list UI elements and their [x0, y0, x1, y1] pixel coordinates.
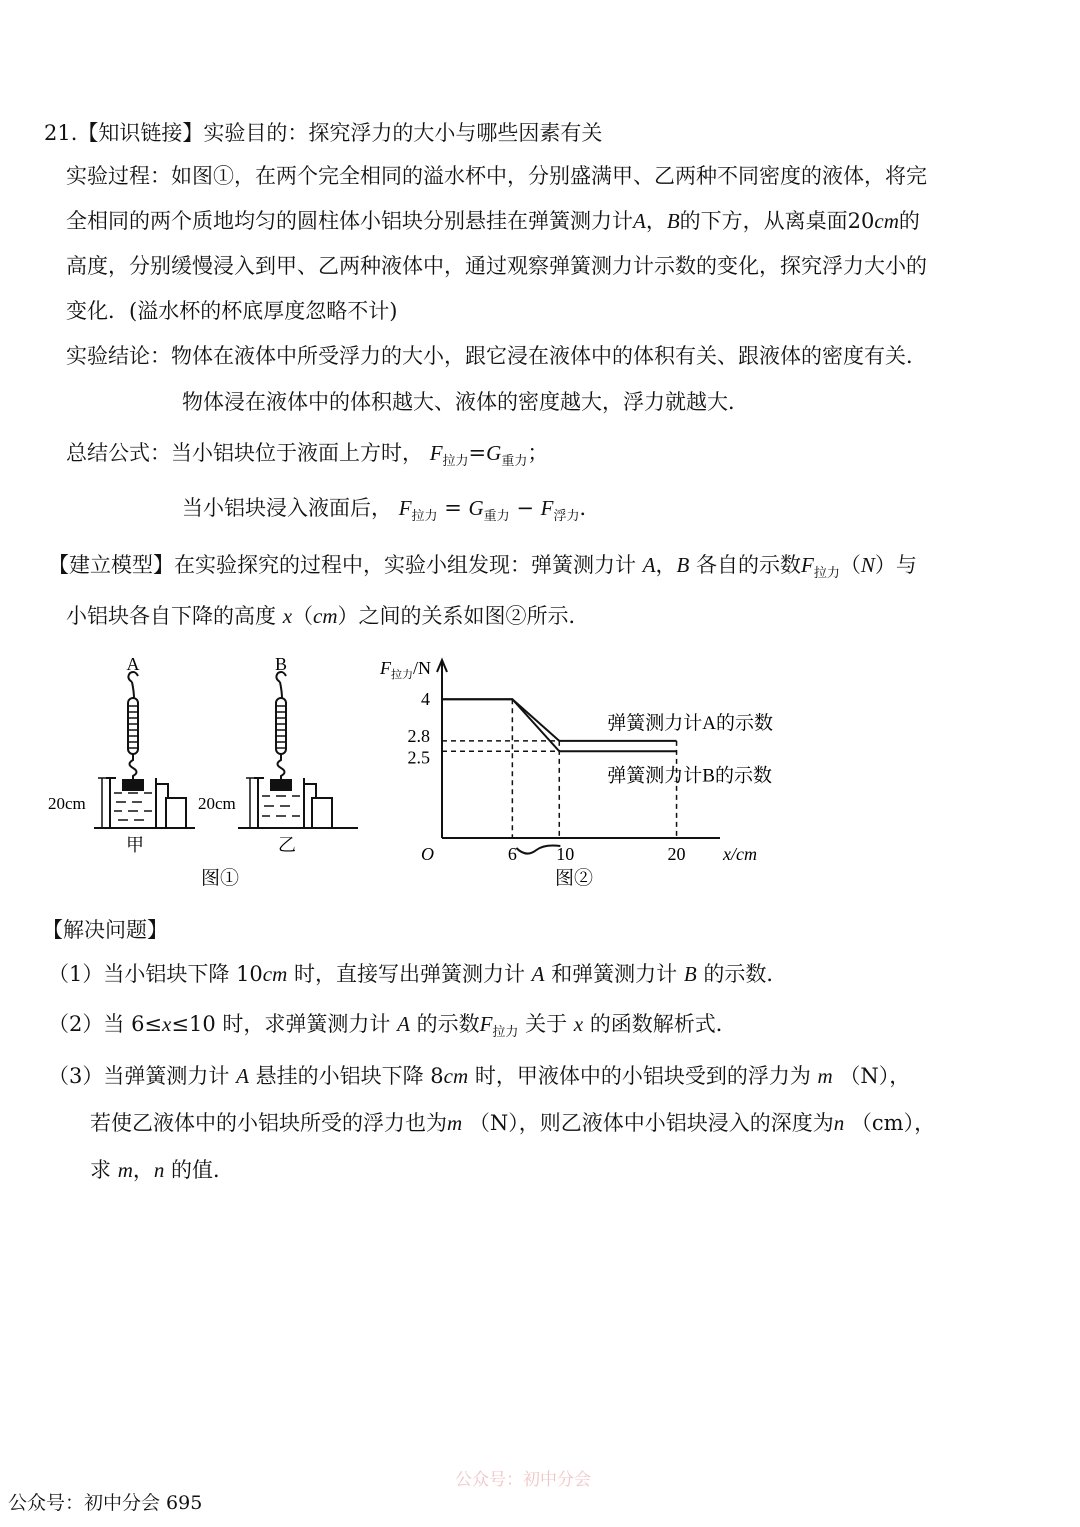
var-A: A [397, 1012, 410, 1036]
var-F: F [398, 496, 412, 520]
question-3-line-1 [48, 1064, 910, 1088]
var-x: x [282, 604, 293, 628]
height-label-left: 20cm [48, 794, 86, 813]
var-x: x [573, 1012, 584, 1036]
x-axis-label: x/cm [723, 844, 757, 864]
x-tick-label: 6 [507, 844, 517, 864]
model-bracket: 【建立模型】 [48, 553, 174, 577]
footer-source: 公众号：初中分会 695 [8, 1492, 203, 1514]
minus: − [509, 496, 541, 520]
q-number: 10 [236, 962, 263, 986]
label-A: A [126, 654, 140, 674]
var-F: F [801, 553, 814, 577]
paren-close: ） [874, 553, 896, 577]
q-text: 求 [90, 1158, 111, 1182]
period: ． [579, 496, 601, 520]
q-range: 6≤ [131, 1012, 163, 1036]
var-m: m [817, 1064, 833, 1088]
formula-line-1 [66, 441, 548, 469]
series-label-B: 弹簧测力计B的示数 [607, 765, 772, 787]
var-F: F [429, 441, 443, 465]
paren-open: （ [292, 604, 314, 628]
var-B: B [683, 962, 697, 986]
q-unit: cm [262, 962, 288, 986]
q-text: 悬挂的小铝块下降 [255, 1064, 424, 1088]
process-text: 全相同的两个质地均匀的圆柱体小铝块分别悬挂在弹簧测力计 [66, 209, 633, 233]
series-label-A: 弹簧测力计A的示数 [607, 712, 774, 734]
q-number: 8 [430, 1064, 444, 1088]
var-n: n [833, 1111, 845, 1135]
conclusion-line-1: 实验结论：物体在液体中所受浮力的大小，跟它浸在液体中的体积有关、跟液体的密度有关． [66, 344, 927, 368]
subscript-weight: 重力 [483, 509, 510, 524]
subscript-pull: 拉力 [411, 509, 438, 524]
q-text: （2）当 [48, 1012, 125, 1036]
process-line-4: 变化．(溢水杯的杯底厚度忽略不计) [66, 299, 398, 323]
q-text: （3）当弹簧测力计 [48, 1064, 230, 1088]
process-text: 的 [898, 209, 920, 233]
q-text: 的值． [171, 1158, 235, 1182]
formula-text: 当小铝块位于液面上方时， [171, 441, 423, 465]
y-tick-label: 2.5 [407, 747, 430, 768]
problem-title-line [44, 121, 602, 145]
formula-label: 总结公式： [66, 441, 171, 465]
q-text: （1）当小铝块下降 [48, 962, 230, 986]
model-text: 各自的示数 [696, 553, 802, 577]
process-line-3: 高度，分别缓慢浸入到甲、乙两种液体中，通过观察弹簧测力计示数的变化，探究浮力大小的 [66, 254, 927, 278]
q-text: （cm）， [850, 1111, 936, 1135]
conclusion-line-2: 物体浸在液体中的体积越大、液体的密度越大，浮力就越大． [182, 390, 749, 414]
subscript-weight: 重力 [501, 454, 528, 469]
var-m: m [447, 1111, 463, 1135]
q-text: （N）， [839, 1064, 911, 1088]
watermark-text: 公众号：初中分会 [455, 1470, 591, 1490]
subscript-pull: 拉力 [492, 1025, 519, 1040]
var-B: B [676, 553, 690, 577]
paren-close: ） [337, 604, 359, 628]
q-text: 的函数解析式． [589, 1012, 737, 1036]
q-text: 若使乙液体中的小铝块所受的浮力也为 [90, 1111, 447, 1135]
problem-title: 实验目的：探究浮力的大小与哪些因素有关 [203, 121, 603, 145]
q-range: ≤10 [171, 1012, 216, 1036]
brace-mark [516, 846, 560, 854]
var-A: A [642, 553, 656, 577]
model-line-2 [66, 604, 590, 628]
question-1 [48, 962, 787, 986]
x-tick-label: 10 [556, 844, 575, 864]
figure-2-chart [370, 648, 800, 893]
height-label-right: 20cm [198, 794, 236, 813]
q-text: 的示数 [416, 1012, 480, 1036]
var-m: m [117, 1158, 133, 1182]
semicolon: ； [527, 441, 549, 465]
question-2 [48, 1012, 737, 1040]
x-tick-label: 20 [667, 844, 686, 864]
equals: = [437, 496, 469, 520]
y-tick-label: 4 [421, 689, 430, 710]
subscript-pull: 拉力 [442, 454, 469, 469]
label-B: B [274, 654, 288, 674]
model-text: 之间的关系如图②所示． [358, 604, 590, 628]
var-F: F [540, 496, 554, 520]
equals: = [468, 441, 487, 465]
process-text: 的下方，从离桌面 [679, 209, 848, 233]
liquid-label-right: 乙 [278, 835, 296, 855]
q-text: （N），则乙液体中小铝块浸入的深度为 [468, 1111, 834, 1135]
q-text: 的示数． [703, 962, 788, 986]
comma: ， [645, 209, 667, 233]
model-text: 与 [895, 553, 917, 577]
y-axis-label: $F_{拉力}/N$ [380, 658, 431, 681]
model-text: 小铝块各自下降的高度 [66, 604, 276, 628]
q-text: 关于 [525, 1012, 568, 1036]
subscript-pull: 拉力 [813, 566, 840, 581]
y-tick-label: 2.8 [407, 725, 430, 746]
process-line-1: 实验过程：如图①，在两个完全相同的溢水杯中，分别盛满甲、乙两种不同密度的液体，将完 [66, 164, 927, 188]
figure-2-caption: 图② [554, 868, 594, 889]
formula-text: 当小铝块浸入液面后， [182, 496, 392, 520]
origin-label: O [421, 844, 434, 864]
height-value: 20 [847, 209, 875, 233]
var-G: G [486, 441, 502, 465]
question-3-line-2 [90, 1111, 935, 1135]
question-3-line-3 [90, 1158, 234, 1182]
problem-number: 21. [44, 121, 78, 145]
var-B: B [666, 209, 680, 233]
figure-1-apparatus [40, 648, 370, 893]
var-G: G [468, 496, 484, 520]
q-unit: cm [443, 1064, 469, 1088]
q-text: 时，直接写出弹簧测力计 [293, 962, 525, 986]
height-unit: cm [874, 209, 899, 233]
figure-1-caption: 图① [200, 868, 240, 889]
unit-cm: cm [313, 604, 338, 628]
comma: ， [132, 1158, 154, 1182]
var-A: A [633, 209, 646, 233]
q-text: 和弹簧测力计 [551, 962, 678, 986]
var-A: A [531, 962, 545, 986]
var-x: x [162, 1012, 172, 1036]
subscript-buoy: 浮力 [553, 509, 580, 524]
model-line-1 [48, 553, 917, 581]
process-line-2 [66, 209, 920, 233]
q-text: 时，求弹簧测力计 [222, 1012, 391, 1036]
model-text: 在实验探究的过程中，实验小组发现：弹簧测力计 [174, 553, 636, 577]
var-A: A [236, 1064, 249, 1088]
formula-line-2 [182, 496, 600, 524]
liquid-label-left: 甲 [126, 835, 144, 855]
paren-open: （ [839, 553, 861, 577]
title-bracket: 【知识链接】 [77, 121, 204, 145]
var-F: F [479, 1012, 493, 1036]
solve-heading: 【解决问题】 [42, 918, 168, 942]
var-n: n [153, 1158, 165, 1182]
unit-N: N [860, 553, 875, 577]
comma: ， [655, 553, 677, 577]
q-text: 时，甲液体中的小铝块受到的浮力为 [474, 1064, 811, 1088]
